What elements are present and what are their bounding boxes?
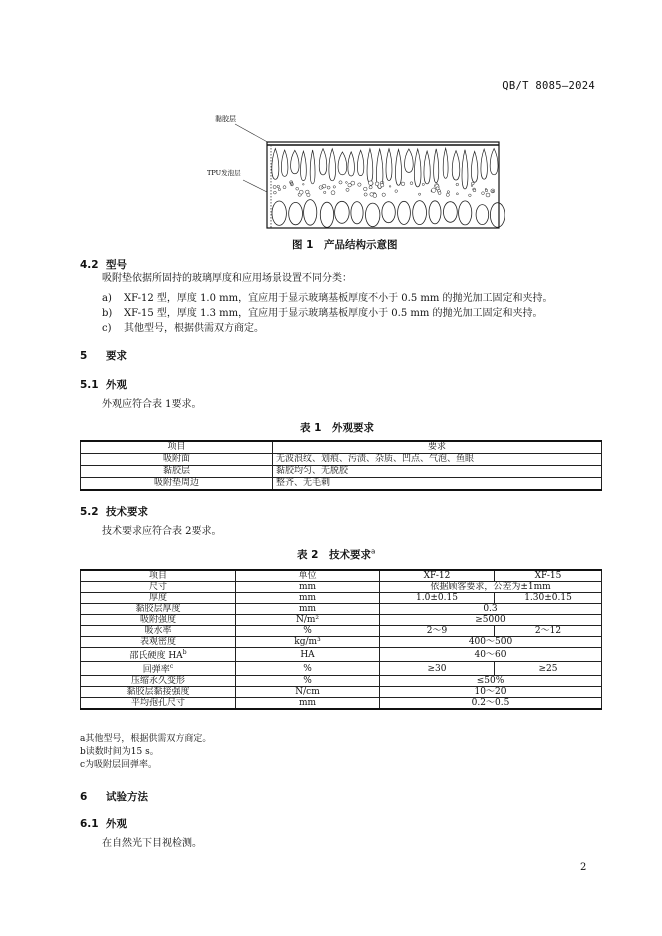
- table-cell: 0.3: [380, 604, 602, 615]
- standard-code: QB/T 8085—2024: [502, 80, 595, 92]
- section-title: 试验方法: [106, 791, 148, 803]
- table-row: [81, 626, 602, 637]
- section-number: 6.1: [80, 818, 99, 830]
- foam-pore: [456, 183, 459, 186]
- table-cell: mm: [236, 582, 380, 593]
- table-cell: %: [236, 662, 380, 676]
- list-text: XF-12 型，厚度 1.0 mm，宜应用于显示玻璃基板厚度不小于 0.5 mm 的抛光加工固定和夹持。: [124, 293, 553, 304]
- foam-pore: [422, 183, 424, 185]
- foam-pore: [369, 186, 372, 189]
- foam-pore: [381, 184, 384, 187]
- table-header-row: [81, 570, 602, 582]
- section-title: 技术要求: [106, 506, 148, 518]
- foam-pore: [382, 193, 385, 196]
- table-2-note-c: c为吸附层回弹率。: [80, 760, 158, 770]
- list-label: a): [102, 293, 112, 304]
- table-cell: 黏胶层黏接强度: [81, 687, 236, 698]
- foam-pore: [274, 191, 277, 194]
- foam-pore: [492, 190, 494, 192]
- table-row: [81, 687, 602, 698]
- table-header-cell: XF-12: [380, 570, 495, 582]
- footnote-mark: c: [169, 663, 174, 670]
- table-cell: 吸附垫周边: [81, 478, 273, 491]
- list-item: [102, 289, 553, 304]
- section-number: 5.2: [80, 506, 99, 518]
- table-header-row: [81, 441, 602, 454]
- foam-pore: [375, 182, 379, 186]
- section-5-2-body: 技术要求应符合表 2要求。: [102, 526, 222, 537]
- table-cell: HA: [236, 648, 380, 662]
- section-5-2-heading: [80, 504, 148, 519]
- table-cell: 厚度: [81, 593, 236, 604]
- table-row: [81, 698, 602, 710]
- table-row: [81, 648, 602, 662]
- foam-pore: [358, 183, 361, 186]
- foam-pore: [283, 186, 286, 189]
- foam-pore: [447, 191, 449, 193]
- table-cell: mm: [236, 604, 380, 615]
- table-cell: 平均孢孔尺寸: [81, 698, 236, 710]
- foam-pore: [299, 190, 303, 194]
- table-cell: ≥30: [380, 662, 495, 676]
- foam-pore: [486, 193, 490, 197]
- list-item: [102, 319, 264, 334]
- table-row: [81, 466, 602, 478]
- table-2-note-b: b读数时间为15 s。: [80, 747, 159, 757]
- foam-pore: [303, 184, 305, 186]
- table-2-technical: [80, 569, 602, 710]
- table-cell: 压缩永久变形: [81, 676, 236, 687]
- table-cell: 1.0±0.15: [380, 593, 495, 604]
- list-item: [102, 304, 543, 319]
- table-cell: 依据顾客要求，公差为±1mm: [380, 582, 602, 593]
- page-number: 2: [580, 862, 587, 873]
- foam-pore: [277, 185, 280, 188]
- table-cell: %: [236, 676, 380, 687]
- foam-pore: [395, 190, 398, 193]
- foam-pore: [273, 185, 276, 188]
- table-header-cell: 要求: [273, 441, 602, 454]
- footnote-mark: b: [182, 649, 187, 656]
- foam-pore: [436, 187, 439, 190]
- table-1-appearance: [80, 440, 602, 491]
- section-6-1-heading: [80, 816, 127, 831]
- product-structure-figure: [205, 108, 505, 233]
- table-cell: 40～60: [380, 648, 602, 662]
- table-cell: 400～500: [380, 637, 602, 648]
- foam-pore: [456, 193, 458, 195]
- table-row: [81, 662, 602, 676]
- table-cell-text: 邵氏硬度 HA: [129, 651, 183, 661]
- foam-pore: [369, 181, 373, 185]
- table-2-caption-footnote-mark: a: [370, 547, 376, 556]
- table-row: [81, 676, 602, 687]
- table-cell: 0.2～0.5: [380, 698, 602, 710]
- section-5-1-heading: [80, 377, 127, 392]
- figure-label-foam: TPU发泡层: [207, 169, 241, 177]
- table-cell: 整齐、无毛刺: [273, 478, 602, 491]
- table-row: [81, 604, 602, 615]
- section-number: 5.1: [80, 379, 99, 391]
- table-1-caption: 表 1 外观要求: [300, 422, 374, 434]
- table-row: [81, 637, 602, 648]
- foam-pore: [346, 182, 348, 184]
- table-2-caption: [297, 547, 375, 562]
- table-cell: 黏胶层厚度: [81, 604, 236, 615]
- table-cell: N/cm: [236, 687, 380, 698]
- foam-pore: [324, 191, 326, 193]
- foam-pore: [471, 182, 474, 185]
- foam-pore: [473, 189, 476, 192]
- foam-pore: [364, 193, 367, 196]
- section-6-heading: [80, 789, 148, 804]
- foam-pore: [419, 193, 421, 195]
- foam-pore: [410, 182, 413, 185]
- figure-caption: 图 1 产品结构示意图: [292, 239, 398, 251]
- table-cell: ≥25: [495, 662, 602, 676]
- foam-pore: [485, 189, 488, 192]
- foam-pore: [322, 187, 324, 189]
- foam-pore: [331, 191, 335, 195]
- table-cell: 1.30±0.15: [495, 593, 602, 604]
- table-header-cell: XF-15: [495, 570, 602, 582]
- table-cell: 吸水率: [81, 626, 236, 637]
- table-2-note-a: a其他型号，根据供需双方商定。: [80, 734, 212, 744]
- section-number: 4.2: [80, 259, 99, 271]
- section-4-2-heading: [80, 257, 127, 272]
- foam-pore: [401, 182, 405, 186]
- foam-pore: [307, 193, 310, 196]
- table-row: [81, 615, 602, 626]
- table-cell: [81, 648, 236, 662]
- section-5-1-body: 外观应符合表 1要求。: [102, 399, 202, 410]
- section-title: 外观: [106, 379, 127, 391]
- foam-pore: [432, 188, 436, 192]
- table-cell: 尺寸: [81, 582, 236, 593]
- table-cell: mm: [236, 698, 380, 710]
- table-cell: 10～20: [380, 687, 602, 698]
- table-cell: 表观密度: [81, 637, 236, 648]
- table-row: [81, 582, 602, 593]
- table-cell: 2～9: [380, 626, 495, 637]
- foam-pore: [482, 192, 485, 195]
- table-2-caption-text: 表 2 技术要求: [297, 549, 371, 561]
- section-title: 型号: [106, 259, 127, 271]
- table-cell: 黏胶均匀、无脱胶: [273, 466, 602, 478]
- section-number: 5: [80, 350, 88, 362]
- table-cell-text: 回弹率: [142, 665, 170, 675]
- list-label: c): [102, 323, 112, 334]
- section-6-1-body: 在自然光下目视检测。: [102, 838, 202, 849]
- foam-pore: [291, 184, 293, 186]
- list-label: b): [102, 308, 113, 319]
- table-cell: %: [236, 626, 380, 637]
- section-5-heading: [80, 348, 127, 363]
- foam-pore: [471, 185, 473, 187]
- section-title: 外观: [106, 818, 127, 830]
- foam-pore: [364, 187, 368, 191]
- table-cell: kg/m³: [236, 637, 380, 648]
- table-cell: ≤50%: [380, 676, 602, 687]
- foam-pore: [278, 188, 280, 190]
- table-cell: mm: [236, 593, 380, 604]
- table-cell: [81, 662, 236, 676]
- table-cell: 黏胶层: [81, 466, 273, 478]
- foam-pore: [446, 193, 449, 196]
- foam-pore: [469, 194, 472, 197]
- table-cell: ≥5000: [380, 615, 602, 626]
- table-row: [81, 593, 602, 604]
- foam-pore: [296, 187, 299, 190]
- table-row: [81, 454, 602, 466]
- table-header-cell: 项目: [81, 570, 236, 582]
- section-number: 6: [80, 791, 88, 803]
- list-text: 其他型号，根据供需双方商定。: [124, 323, 264, 334]
- foam-pore: [348, 183, 352, 187]
- table-cell: 吸附强度: [81, 615, 236, 626]
- foam-pore: [339, 181, 342, 184]
- table-header-cell: 项目: [81, 441, 273, 454]
- foam-pore: [346, 188, 349, 191]
- table-header-cell: 单位: [236, 570, 380, 582]
- list-text: XF-15 型，厚度 1.3 mm，宜应用于显示玻璃基板厚度小于 0.5 mm 的抛光加工固定和夹持。: [124, 308, 543, 319]
- foam-pore: [370, 193, 374, 197]
- section-title: 要求: [106, 350, 127, 362]
- foam-pore: [438, 192, 441, 195]
- table-cell: 2～12: [495, 626, 602, 637]
- foam-pore: [389, 186, 391, 188]
- foam-pore: [333, 186, 335, 188]
- table-cell: 无波浪纹、划痕、污渍、杂质、凹点、气泡、鱼眼: [273, 454, 602, 466]
- section-4-2-intro: 吸附垫依据所固持的玻璃厚度和应用场景设置不同分类：: [102, 273, 352, 284]
- table-cell: 吸附面: [81, 454, 273, 466]
- table-cell: N/m²: [236, 615, 380, 626]
- foam-pore: [327, 186, 330, 189]
- table-row: [81, 478, 602, 491]
- figure-label-adhesive: 黏胶层: [215, 115, 236, 123]
